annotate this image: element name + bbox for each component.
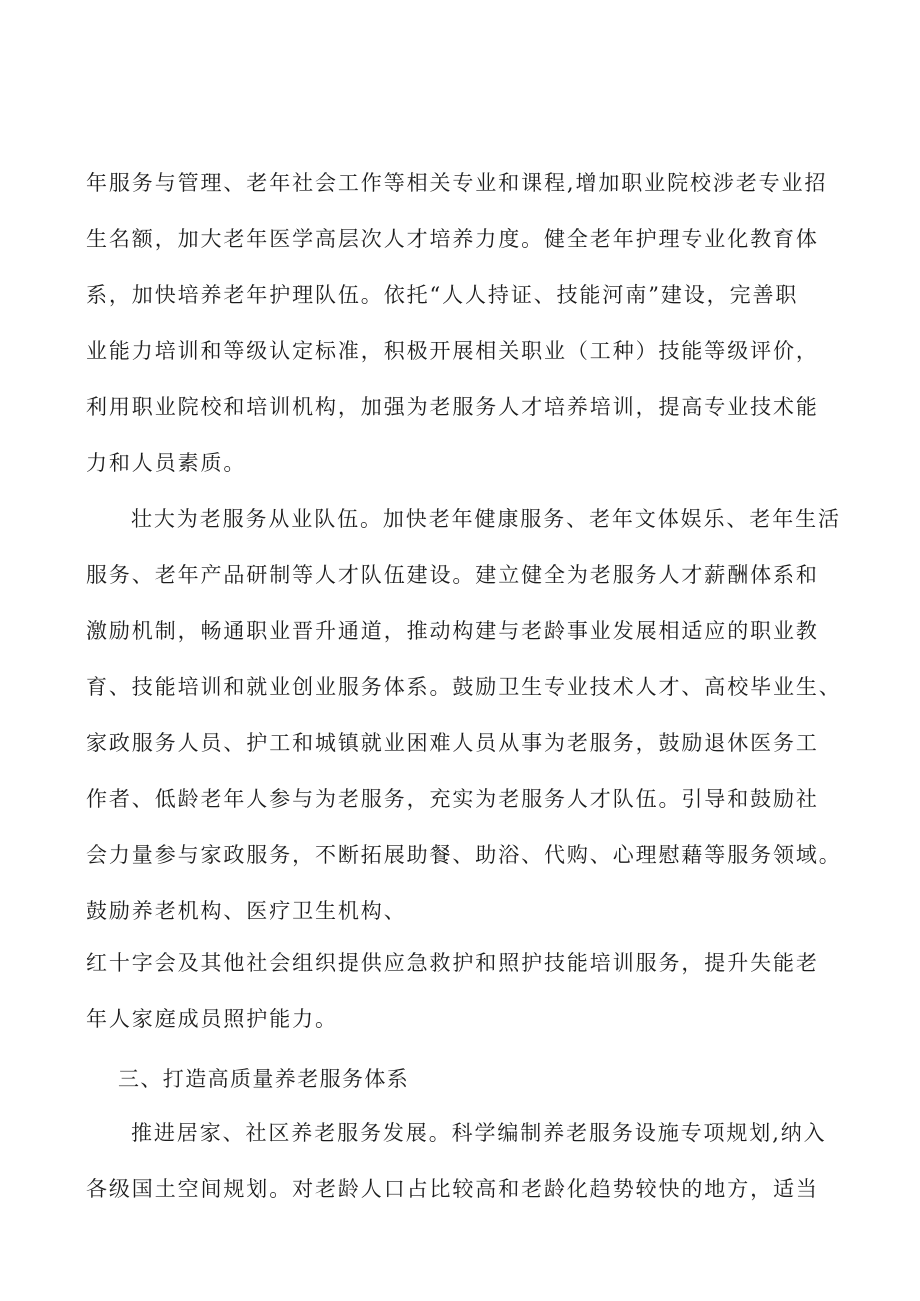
paragraph-1-line-1: 年服务与管理、老年社会工作等相关专业和课程,增加职业院校涉老专业招: [86, 171, 828, 195]
paragraph-2-line-7: 会力量参与家政服务，不断拓展助餐、助浴、代购、心理慰藉等服务领域。: [86, 843, 842, 867]
paragraph-2-line-5: 家政服务人员、护工和城镇就业困难人员从事为老服务，鼓励退休医务工: [86, 731, 819, 755]
paragraph-1-line-4: 业能力培训和等级认定标准，积极开展相关职业（工种）技能等级评价，: [86, 339, 819, 363]
paragraph-3-line-2: 各级国土空间规划。对老龄人口占比较高和老龄化趋势较快的地方，适当: [86, 1177, 819, 1201]
paragraph-2-line-8: 鼓励养老机构、医疗卫生机构、: [86, 899, 407, 923]
paragraph-2-line-6: 作者、低龄老年人参与为老服务，充实为老服务人才队伍。引导和鼓励社: [86, 787, 819, 811]
paragraph-2-line-10: 年人家庭成员照护能力。: [86, 1007, 338, 1031]
paragraph-1-line-5: 利用职业院校和培训机构，加强为老服务人才培养培训，提高专业技术能: [86, 395, 819, 419]
section-heading: 三、打造高质量养老服务体系: [118, 1067, 410, 1091]
paragraph-2-line-4: 育、技能培训和就业创业服务体系。鼓励卫生专业技术人才、高校毕业生、: [86, 675, 842, 699]
paragraph-2-line-2: 服务、老年产品研制等人才队伍建设。建立健全为老服务人才薪酬体系和: [86, 563, 819, 587]
paragraph-1-line-2: 生名额，加大老年医学高层次人才培养力度。健全老年护理专业化教育体: [86, 227, 819, 251]
paragraph-3-line-1: 推进居家、社区养老服务发展。科学编制养老服务设施专项规划,纳入: [131, 1121, 827, 1145]
paragraph-2-line-9: 红十字会及其他社会组织提供应急救护和照护技能培训服务，提升失能老: [86, 951, 819, 975]
paragraph-1-line-3: 系，加快培养老年护理队伍。依托“人人持证、技能河南”建设，完善职: [86, 283, 799, 307]
paragraph-2-line-1: 壮大为老服务从业队伍。加快老年健康服务、老年文体娱乐、老年生活: [131, 507, 841, 531]
paragraph-1-line-6: 力和人员素质。: [86, 451, 247, 475]
paragraph-2-line-3: 激励机制，畅通职业晋升通道，推动构建与老龄事业发展相适应的职业教: [86, 619, 819, 643]
